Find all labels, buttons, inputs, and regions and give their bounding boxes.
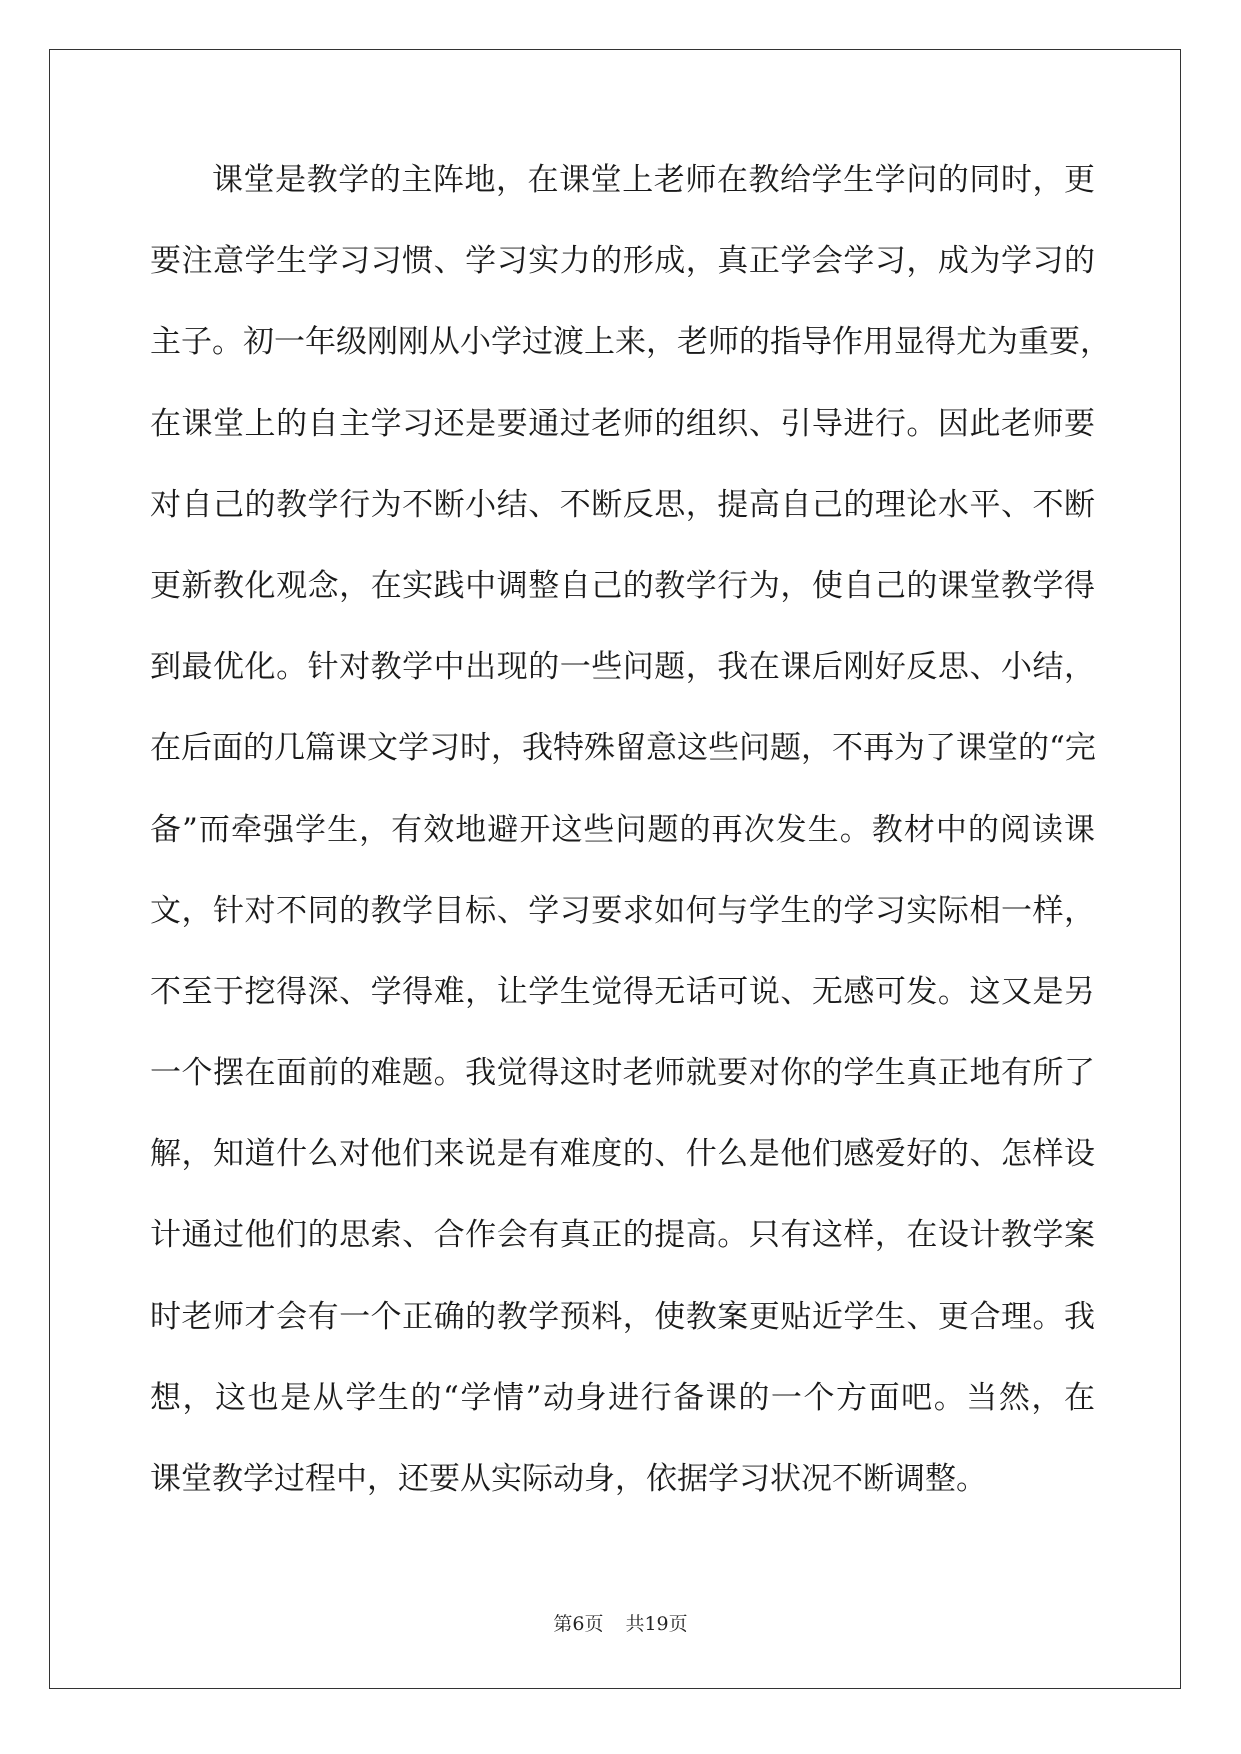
text-line-7: 到最优化。针对教学中出现的一些问题，我在课后刚好反思、小结，	[150, 649, 1095, 686]
text-line-3: 主子。初一年级刚刚从小学过渡上来，老师的指导作用显得尤为重要，	[150, 324, 1111, 361]
page-total: 共19页	[625, 1613, 688, 1635]
page-number: 第6页	[553, 1613, 604, 1635]
text-line-1: 课堂是教学的主阵地，在课堂上老师在教给学生学问的同时，更	[212, 162, 1095, 198]
text-line-10: 文，针对不同的教学目标、学习要求如何与学生的学习实际相一样，	[150, 892, 1095, 929]
text-line-8: 在后面的几篇课文学习时，我特殊留意这些问题，不再为了课堂的“完	[150, 730, 1096, 767]
page-footer	[0, 1612, 1241, 1636]
text-line-6: 更新教化观念，在实践中调整自己的教学行为，使自己的课堂教学得	[150, 567, 1095, 604]
text-line-9: 备”而牵强学生，有效地避开这些问题的再次发生。教材中的阅读课	[150, 811, 1095, 848]
body-paragraph	[150, 152, 1111, 1532]
text-line-17: 课堂教学过程中，还要从实际动身，依据学习状况不断调整。	[150, 1461, 987, 1497]
text-line-5: 对自己的教学行为不断小结、不断反思，提高自己的理论水平、不断	[150, 486, 1095, 523]
text-line-16: 想，这也是从学生的“学情”动身进行备课的一个方面吧。当然，在	[150, 1379, 1095, 1416]
text-line-13: 解，知道什么对他们来说是有难度的、什么是他们感爱好的、怎样设	[150, 1136, 1095, 1173]
text-line-12: 一个摆在面前的难题。我觉得这时老师就要对你的学生真正地有所了	[150, 1055, 1095, 1092]
text-line-4: 在课堂上的自主学习还是要通过老师的组织、引导进行。因此老师要	[150, 405, 1095, 442]
text-line-11: 不至于挖得深、学得难，让学生觉得无话可说、无感可发。这又是另	[150, 973, 1095, 1010]
text-line-14: 计通过他们的思索、合作会有真正的提高。只有这样，在设计教学案	[150, 1217, 1095, 1254]
text-line-2: 要注意学生学习习惯、学习实力的形成，真正学会学习，成为学习的	[150, 243, 1095, 280]
text-line-15: 时老师才会有一个正确的教学预料，使教案更贴近学生、更合理。我	[150, 1298, 1095, 1335]
